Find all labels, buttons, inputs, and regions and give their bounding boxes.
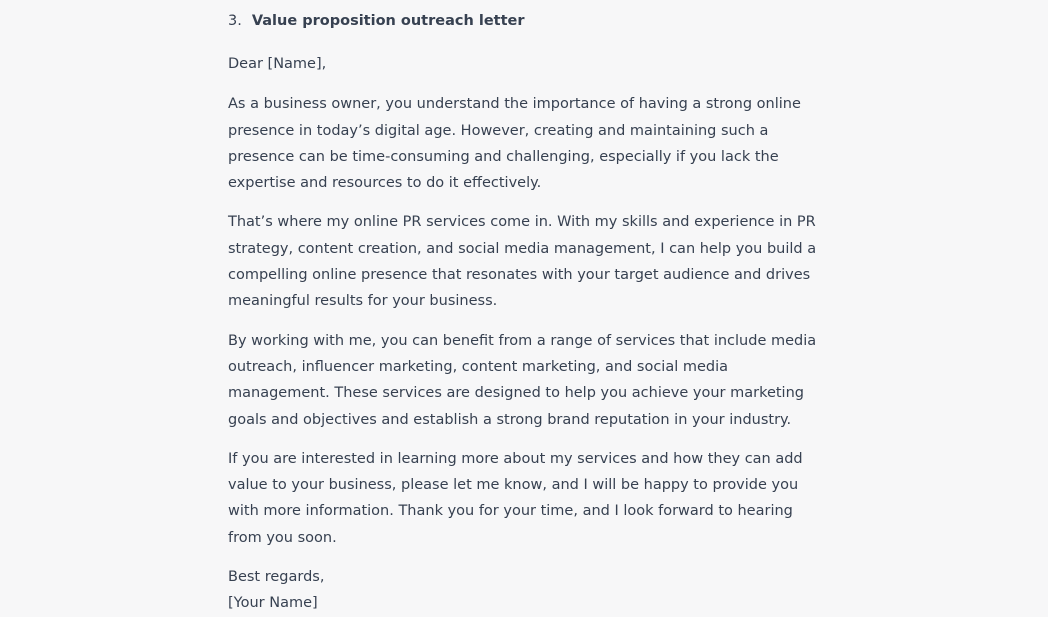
letter-paragraph-intro: As a business owner, you understand the importance of having a strong online presence in today’s digital age. However, creating and maintaining such a presence can be time-consuming and challenging, especially if you lack the expertise and resources to do it effectively. <box>228 96 801 192</box>
letter-signature: [Your Name] <box>228 595 318 612</box>
section-title: Value proposition outreach letter <box>251 13 525 29</box>
letter-greeting: Dear [Name], <box>228 56 327 72</box>
section-number: 3. <box>228 13 242 29</box>
outreach-letter <box>228 51 818 617</box>
letter-paragraph-services: That’s where my online PR services come in. With my skills and experience in PR strategy, content creation, and social media management, I can help you build a compelling online presence that resonates with your target audience and drives meaningful results for your business. <box>228 214 817 310</box>
letter-paragraph-call-to-action: If you are interested in learning more about my services and how they can add value to your business, please let me know, and I will be happy to provide you with more information. Thank you for your time, and I look forward to hearing from you soon. <box>228 450 803 546</box>
section-heading <box>228 9 525 33</box>
letter-closing: Best regards, <box>228 569 325 586</box>
letter-paragraph-benefits: By working with me, you can benefit from a range of services that include media outreach, influencer marketing, content marketing, and social media management. These services are designed to help you achieve your marketing goals and objectives and establish a strong brand reputation in your industry. <box>228 332 817 428</box>
letter-signoff <box>228 564 818 617</box>
